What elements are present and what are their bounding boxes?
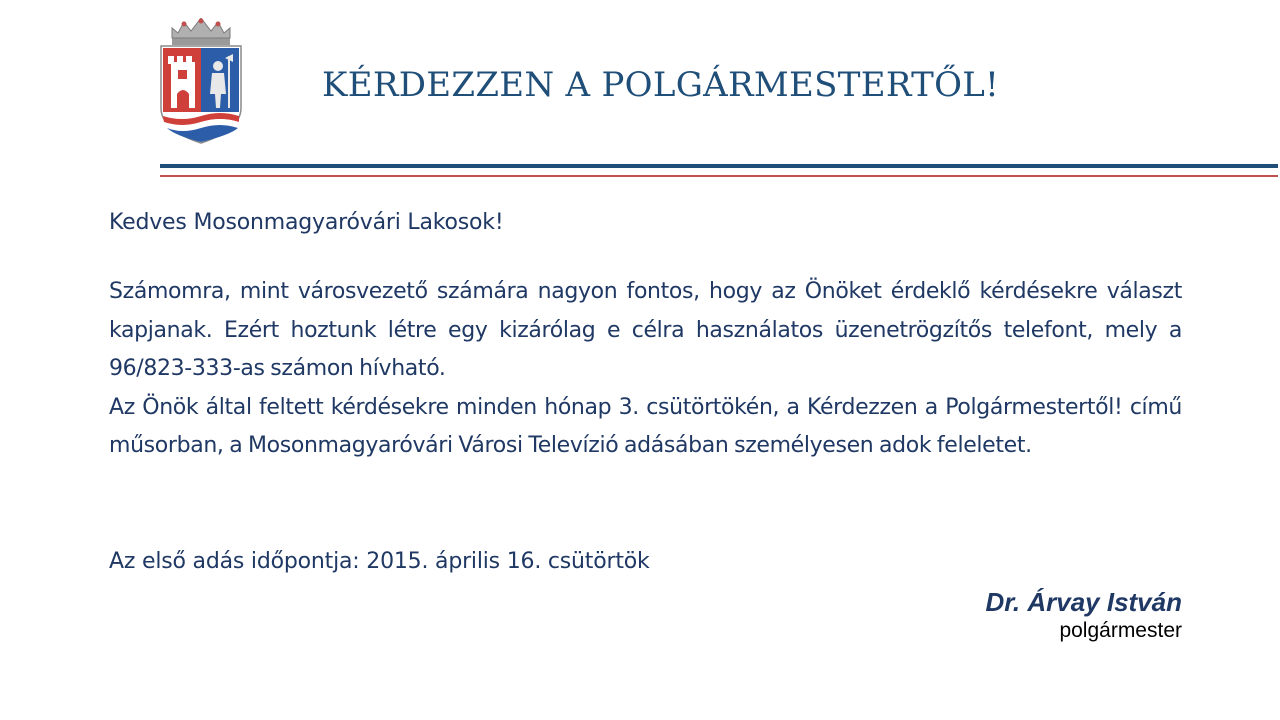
signature-role: polgármester: [1059, 619, 1182, 642]
header-divider-blue: [160, 164, 1278, 168]
letter-paragraph-1: Számomra, mint városvezető számára nagyon fontos, hogy az Önöket érdeklő kérdésekre választ kapjanak. Ezért hoztunk létre egy kizárólag e célra használatos üzenetrögzítős telefont, mely a 96/823-333-as számon hívható.: [109, 279, 1182, 381]
signature-name: Dr. Árvay István: [985, 587, 1182, 617]
coat-of-arms-icon: [158, 18, 244, 144]
header-divider-red: [160, 175, 1278, 177]
page-title: KÉRDEZZEN A POLGÁRMESTERTŐL!: [322, 65, 1000, 105]
signature-block: [985, 586, 1182, 644]
first-broadcast-date: Az első adás időpontja: 2015. április 16. csütörtök: [109, 549, 650, 574]
letter-body: [109, 273, 1182, 466]
letter-greeting: Kedves Mosonmagyaróvári Lakosok!: [109, 210, 504, 235]
letter-paragraph-2: Az Önök által feltett kérdésekre minden hónap 3. csütörtökén, a Kérdezzen a Polgármestertől! című műsorban, a Mosonmagyaróvári Városi Televízió adásában személyesen adok feleletet.: [109, 394, 1182, 458]
